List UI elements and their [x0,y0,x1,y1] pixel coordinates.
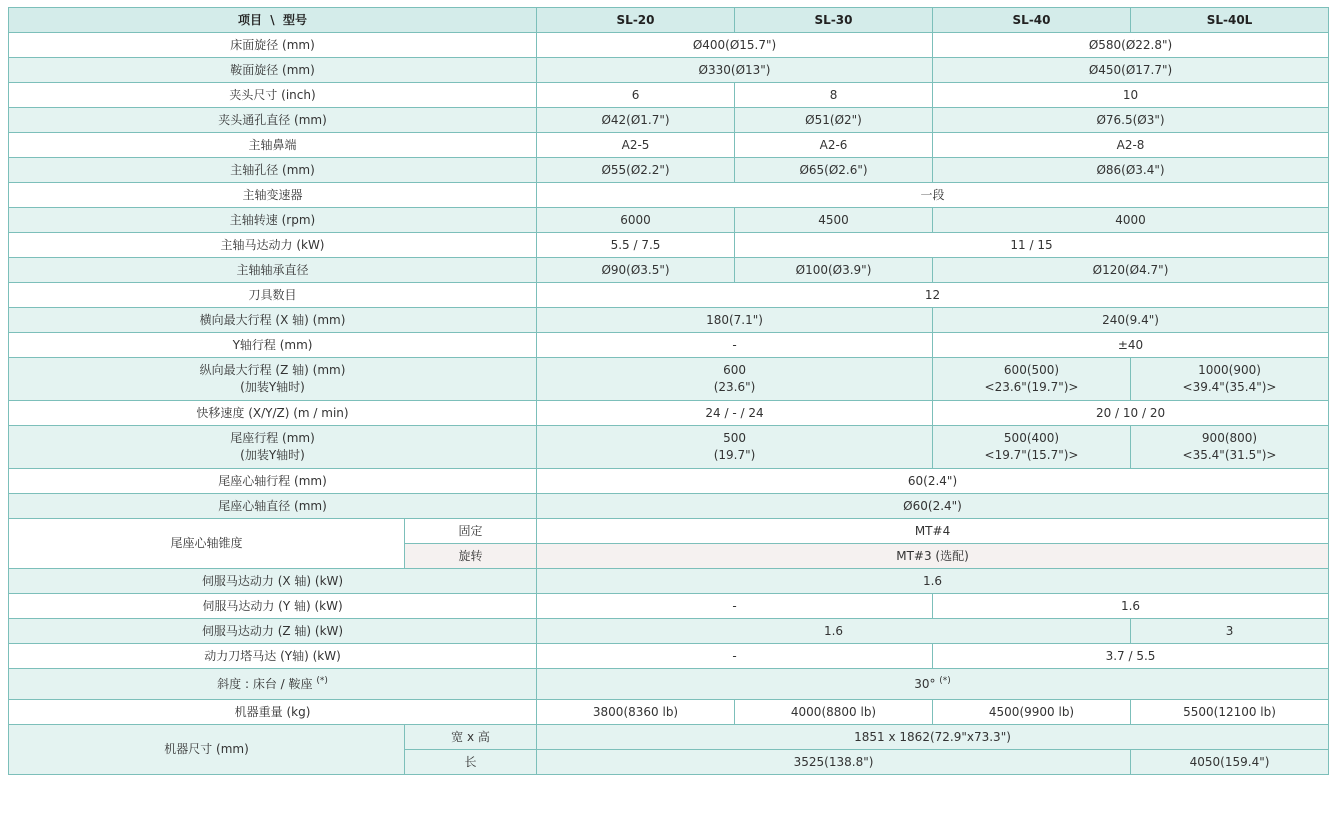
spec-table [8,7,1329,775]
table-row [9,619,1329,644]
cell-value: 1.6 [537,569,1329,594]
row-label: 机器重量 (kg) [9,700,537,725]
table-row [9,308,1329,333]
row-label: 横向最大行程 (X 轴) (mm) [9,308,537,333]
cell-value: 8 [735,83,933,108]
row-label: 尾座心轴行程 (mm) [9,469,537,494]
table-row [9,700,1329,725]
table-row [9,33,1329,58]
row-label: 床面旋径 (mm) [9,33,537,58]
table-row [9,594,1329,619]
table-row [9,401,1329,426]
cell-value: 3800(8360 lb) [537,700,735,725]
cell-value: Ø76.5(Ø3") [933,108,1329,133]
cell-value: ±40 [933,333,1329,358]
table-row [9,725,1329,750]
cell-line: <19.7"(15.7")> [984,448,1079,462]
cell-value: 240(9.4") [933,308,1329,333]
cell-line: <39.4"(35.4")> [1182,380,1277,394]
cell-value: MT#3 (选配) [537,544,1329,569]
cell-value: Ø580(Ø22.8") [933,33,1329,58]
cell-value: 12 [537,283,1329,308]
cell-value: 5.5 / 7.5 [537,233,735,258]
cell-value: Ø42(Ø1.7") [537,108,735,133]
cell-line: (23.6") [713,380,756,394]
cell-value: 1.6 [537,619,1131,644]
cell-value: 1851 x 1862(72.9"x73.3") [537,725,1329,750]
cell-value: 3525(138.8") [537,750,1131,775]
row-label-line: (加装Y轴时) [240,448,305,462]
header-model-sl20: SL-20 [537,8,735,33]
cell-value: 4500(9900 lb) [933,700,1131,725]
row-label: 刀具数目 [9,283,537,308]
row-label-line: (加装Y轴时) [240,380,305,394]
footnote-marker: (*) [316,675,328,686]
row-label: 主轴鼻端 [9,133,537,158]
row-label: 夹头通孔直径 (mm) [9,108,537,133]
row-label [9,426,537,469]
cell-value: MT#4 [537,519,1329,544]
row-label: 尾座心轴锥度 [9,519,405,569]
cell-value: 11 / 15 [735,233,1329,258]
cell-value: A2-8 [933,133,1329,158]
cell-value: Ø400(Ø15.7") [537,33,933,58]
row-label: 主轴转速 (rpm) [9,208,537,233]
table-row [9,158,1329,183]
cell-line: <35.4"(31.5")> [1182,448,1277,462]
cell-line: 600 [723,363,746,377]
table-row [9,283,1329,308]
header-model-sl30: SL-30 [735,8,933,33]
sub-label: 长 [405,750,537,775]
header-model-sl40l: SL-40L [1131,8,1329,33]
cell-value: 3 [1131,619,1329,644]
cell-value: A2-6 [735,133,933,158]
row-label: 伺服马达动力 (Y 轴) (kW) [9,594,537,619]
row-label: 主轴轴承直径 [9,258,537,283]
table-row [9,644,1329,669]
cell-value [1131,426,1329,469]
cell-value: Ø86(Ø3.4") [933,158,1329,183]
row-label [9,669,537,700]
footnote-marker: (*) [939,675,951,686]
row-label [9,358,537,401]
header-model-sl40: SL-40 [933,8,1131,33]
cell-value: Ø100(Ø3.9") [735,258,933,283]
cell-value: 24 / - / 24 [537,401,933,426]
row-label: 快移速度 (X/Y/Z) (m / min) [9,401,537,426]
cell-line: 1000(900) [1198,363,1261,377]
cell-value [537,358,933,401]
row-label: 夹头尺寸 (inch) [9,83,537,108]
cell-value: 5500(12100 lb) [1131,700,1329,725]
cell-value [933,426,1131,469]
cell-value [537,669,1329,700]
row-label: 机器尺寸 (mm) [9,725,405,775]
table-row [9,233,1329,258]
table-row [9,258,1329,283]
cell-text: 30° [914,676,936,691]
cell-line: 500 [723,431,746,445]
cell-value: 一段 [537,183,1329,208]
table-row [9,83,1329,108]
row-label: 伺服马达动力 (Z 轴) (kW) [9,619,537,644]
table-row [9,494,1329,519]
cell-value: Ø450(Ø17.7") [933,58,1329,83]
row-label: 主轴变速器 [9,183,537,208]
cell-value: 180(7.1") [537,308,933,333]
header-row [9,8,1329,33]
cell-value: 3.7 / 5.5 [933,644,1329,669]
cell-line: 500(400) [1003,431,1060,445]
row-label: Y轴行程 (mm) [9,333,537,358]
table-row [9,133,1329,158]
cell-value: 1.6 [933,594,1329,619]
cell-value: 4500 [735,208,933,233]
table-row [9,183,1329,208]
cell-value: A2-5 [537,133,735,158]
table-row [9,333,1329,358]
cell-value: 20 / 10 / 20 [933,401,1329,426]
table-row [9,108,1329,133]
cell-value [537,426,933,469]
row-label: 动力刀塔马达 (Y轴) (kW) [9,644,537,669]
cell-line: 600(500) [1003,363,1060,377]
header-item-model: 项目 \ 型号 [9,8,537,33]
cell-value: Ø55(Ø2.2") [537,158,735,183]
table-row [9,358,1329,401]
row-label: 主轴孔径 (mm) [9,158,537,183]
row-label: 伺服马达动力 (X 轴) (kW) [9,569,537,594]
cell-value: 6000 [537,208,735,233]
cell-value: Ø90(Ø3.5") [537,258,735,283]
sub-label: 宽 x 高 [405,725,537,750]
cell-value: 4000(8800 lb) [735,700,933,725]
table-row [9,519,1329,544]
table-row [9,469,1329,494]
table-row [9,58,1329,83]
cell-value [1131,358,1329,401]
cell-value: 6 [537,83,735,108]
row-label-line: 尾座行程 (mm) [230,431,315,445]
table-row [9,208,1329,233]
cell-value: - [537,644,933,669]
cell-value: Ø60(2.4") [537,494,1329,519]
cell-value: 10 [933,83,1329,108]
cell-value: Ø65(Ø2.6") [735,158,933,183]
cell-value: 4000 [933,208,1329,233]
cell-value: Ø120(Ø4.7") [933,258,1329,283]
table-row [9,426,1329,469]
row-label: 尾座心轴直径 (mm) [9,494,537,519]
cell-value: 60(2.4") [537,469,1329,494]
row-label: 鞍面旋径 (mm) [9,58,537,83]
row-label: 主轴马达动力 (kW) [9,233,537,258]
cell-value: - [537,594,933,619]
row-label-line: 纵向最大行程 (Z 轴) (mm) [199,363,346,377]
sub-label: 旋转 [405,544,537,569]
row-label-text: 斜度 : 床台 / 鞍座 [217,676,313,691]
cell-value [933,358,1131,401]
cell-value: Ø51(Ø2") [735,108,933,133]
cell-line: 900(800) [1201,431,1258,445]
table-row [9,669,1329,700]
cell-value: - [537,333,933,358]
sub-label: 固定 [405,519,537,544]
table-row [9,569,1329,594]
cell-value: 4050(159.4") [1131,750,1329,775]
cell-line: <23.6"(19.7")> [984,380,1079,394]
cell-line: (19.7") [713,448,756,462]
cell-value: Ø330(Ø13") [537,58,933,83]
